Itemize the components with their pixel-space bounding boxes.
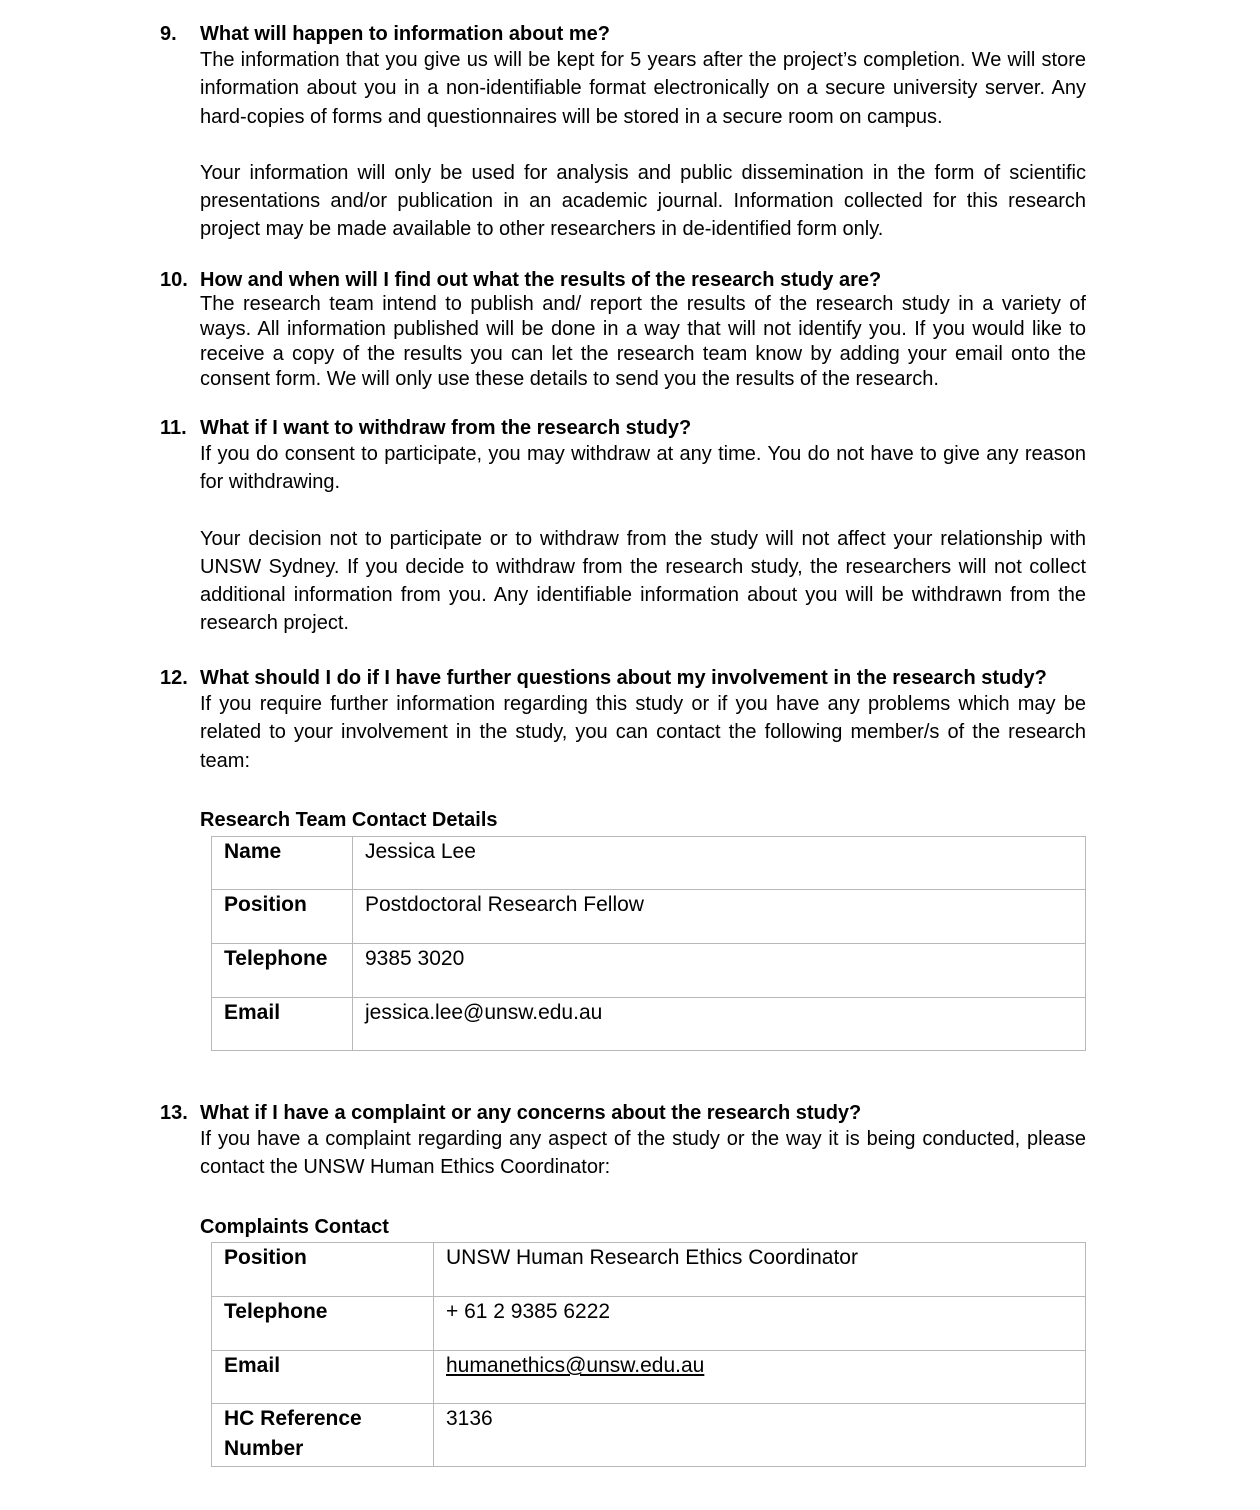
complaints-table bbox=[211, 1242, 1086, 1467]
paragraph: If you have a complaint regarding any aspect of the study or the way it is being conducted, please contact the UNSW Human Ethics Coordinator: bbox=[200, 1128, 1086, 1179]
paragraph: If you require further information regarding this study or if you have any problems which may be related to your involvement in the study, you can contact the following member/s of the research team: bbox=[200, 693, 1086, 772]
question-heading bbox=[160, 416, 1086, 440]
paragraph: The information that you give us will be kept for 5 years after the project’s completion. We will store information about you in a non-identifiable format electronically on a secure university server. Any hard-copies of forms and questionnaires will be stored in a secure room on campus. bbox=[200, 49, 1086, 128]
table-row bbox=[212, 1404, 1086, 1467]
question-heading bbox=[160, 1101, 1086, 1125]
table-row bbox=[212, 998, 1086, 1051]
question-number: 13. bbox=[160, 1102, 188, 1124]
research-team-title: Research Team Contact Details bbox=[200, 809, 498, 831]
section-12 bbox=[160, 666, 1086, 775]
question-text: How and when will I find out what the results of the research study are? bbox=[200, 269, 882, 291]
paragraph: The research team intend to publish and/ report the results of the research study in a variety of ways. All information published will be done in a way that will not identify you. If you would like to receive a copy of the results you can let the research team know by adding your email onto the consent form. We will only use these details to send you the results of the research. bbox=[200, 293, 1086, 390]
question-number: 9. bbox=[160, 23, 177, 45]
row-label: Telephone bbox=[212, 944, 353, 998]
question-text: What should I do if I have further questions about my involvement in the research study? bbox=[200, 667, 1047, 689]
row-value: + 61 2 9385 6222 bbox=[434, 1297, 1086, 1351]
row-value: Jessica Lee bbox=[353, 837, 1086, 890]
row-label: Telephone bbox=[212, 1297, 434, 1351]
table-row bbox=[212, 1243, 1086, 1297]
research-team-table bbox=[211, 836, 1086, 1051]
row-label: Name bbox=[212, 837, 353, 890]
question-number: 10. bbox=[160, 269, 188, 291]
question-heading bbox=[160, 268, 1086, 292]
row-label: Position bbox=[212, 890, 353, 944]
question-text: What will happen to information about me? bbox=[200, 23, 610, 45]
row-label: Email bbox=[212, 998, 353, 1051]
paragraph: Your information will only be used for analysis and public dissemination in the form of scientific presentations and/or publication in an academic journal. Information collected for this research project may be made available to other researchers in de-identified form only. bbox=[200, 161, 1086, 241]
table-row bbox=[212, 837, 1086, 890]
email-value[interactable]: jessica.lee@unsw.edu.au bbox=[353, 998, 1086, 1051]
question-text: What if I have a complaint or any concerns about the research study? bbox=[200, 1102, 862, 1124]
section-10 bbox=[160, 268, 1086, 392]
section-13 bbox=[160, 1101, 1086, 1182]
paragraph: Your decision not to participate or to withdraw from the study will not affect your relationship with UNSW Sydney. If you decide to withdraw from the research study, the researchers will not collect additional information from you. Any identifiable information about you will be withdrawn from the research project. bbox=[200, 527, 1086, 635]
row-value: 3136 bbox=[434, 1404, 1086, 1467]
section-9 bbox=[160, 22, 1086, 244]
table-row bbox=[212, 890, 1086, 944]
row-label: HC Reference Number bbox=[212, 1404, 434, 1467]
table-row bbox=[212, 1351, 1086, 1404]
question-number: 12. bbox=[160, 667, 188, 689]
table-row bbox=[212, 944, 1086, 998]
paragraph: If you do consent to participate, you may withdraw at any time. You do not have to give any reason for withdrawing. bbox=[200, 443, 1086, 494]
question-number: 11. bbox=[160, 417, 187, 439]
complaints-title: Complaints Contact bbox=[200, 1216, 389, 1238]
question-text: What if I want to withdraw from the research study? bbox=[200, 417, 692, 439]
row-value: 9385 3020 bbox=[353, 944, 1086, 998]
row-label: Email bbox=[212, 1351, 434, 1404]
email-link[interactable]: humanethics@unsw.edu.au bbox=[434, 1351, 1086, 1404]
table-row bbox=[212, 1297, 1086, 1351]
question-heading bbox=[160, 22, 1086, 46]
question-heading bbox=[160, 666, 1086, 690]
section-11 bbox=[160, 416, 1086, 638]
row-label: Position bbox=[212, 1243, 434, 1297]
row-value: Postdoctoral Research Fellow bbox=[353, 890, 1086, 944]
row-value: UNSW Human Research Ethics Coordinator bbox=[434, 1243, 1086, 1297]
